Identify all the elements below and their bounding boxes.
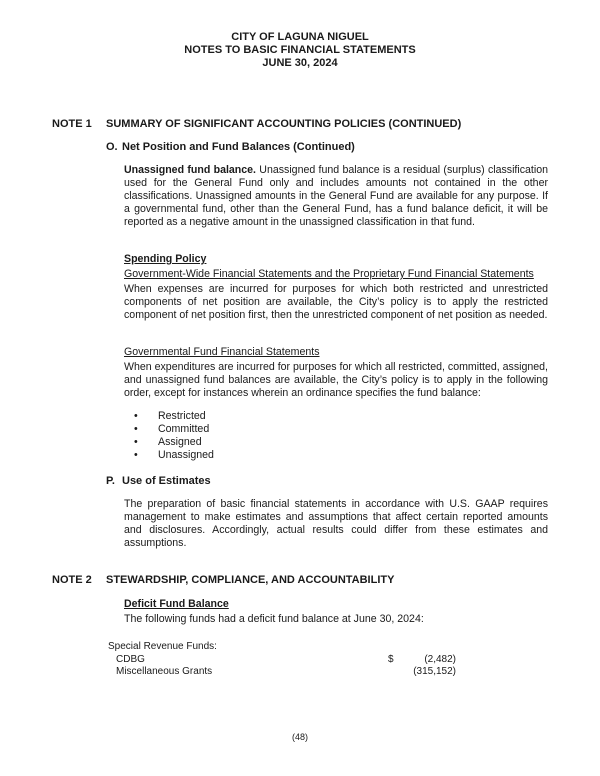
section-letter: O. — [106, 141, 118, 153]
note-number: NOTE 1 — [52, 118, 92, 130]
section-title: Use of Estimates — [122, 475, 211, 487]
section-title: Net Position and Fund Balances (Continued) — [122, 141, 355, 153]
fund-name: Miscellaneous Grants — [116, 666, 213, 677]
gov-fund-heading: Governmental Fund Financial Statements — [124, 346, 320, 358]
deficit-intro-text: The following funds had a deficit fund balance at June 30, 2024: — [124, 613, 424, 625]
fund-amount: (315,152) — [413, 666, 456, 677]
currency-symbol: $ — [388, 653, 394, 665]
table-row — [108, 666, 456, 679]
page-number: (48) — [291, 732, 308, 742]
deficit-funds-table — [108, 641, 456, 679]
fund-name: CDBG — [116, 653, 145, 665]
document-header — [0, 31, 600, 70]
section-o-heading — [106, 141, 355, 154]
fund-balance-order-list — [124, 410, 214, 462]
spending-policy-heading: Spending Policy — [124, 253, 207, 265]
table-group-label — [108, 641, 456, 654]
unassigned-text: Unassigned fund balance is a residual (surplus) classification used for the General Fund only and includes amounts not contained in the other classifications. Unassigned amounts in the General Fund are available for any purpose. If a governmental fund, other than the General Fund, has a fund balance deficit, it will be reported as a negative amount in the unassigned classification in that fund. — [124, 164, 548, 228]
list-item: • Restricted — [124, 410, 214, 423]
note-number: NOTE 2 — [52, 574, 92, 586]
document-title: NOTES TO BASIC FINANCIAL STATEMENTS — [184, 44, 416, 56]
table-row — [108, 654, 456, 667]
unassigned-fund-balance-paragraph — [124, 164, 548, 229]
deficit-fund-balance-heading: Deficit Fund Balance — [124, 598, 229, 610]
gov-fund-paragraph: When expenditures are incurred for purposes for which all restricted, committed, assigned, and unassigned fund balances are available, the City’s policy is to apply in the following order, except for instances wherein an ordinance specifies the fund balance: — [124, 361, 548, 399]
group-label: Special Revenue Funds: — [108, 641, 217, 652]
list-item: • Unassigned — [124, 449, 214, 462]
section-letter: P. — [106, 475, 115, 487]
section-p-heading — [106, 475, 211, 488]
use-of-estimates-paragraph: The preparation of basic financial statements in accordance with U.S. GAAP requires management to make estimates and assumptions that affect certain reported amounts and disclosures. Accordingly, actual results could differ from these estimates and assumptions. — [124, 498, 548, 549]
note-1-heading — [52, 118, 461, 131]
gov-wide-paragraph: When expenses are incurred for purposes for which both restricted and unrestricted components of net position are available, the City’s policy is to apply the restricted component of net position first, then the unrestricted component of net position as needed. — [124, 283, 548, 321]
note-title: SUMMARY OF SIGNIFICANT ACCOUNTING POLICIES (CONTINUED) — [106, 118, 462, 130]
list-item: • Assigned — [124, 436, 214, 449]
city-name: CITY OF LAGUNA NIGUEL — [231, 31, 369, 43]
note-2-heading — [52, 574, 394, 587]
unassigned-label: Unassigned fund balance. — [124, 164, 256, 176]
fund-amount: (2,482) — [424, 653, 456, 665]
note-title: STEWARDSHIP, COMPLIANCE, AND ACCOUNTABILITY — [106, 574, 395, 586]
gov-wide-heading: Government-Wide Financial Statements and the Proprietary Fund Financial Statements — [124, 268, 534, 280]
list-item: • Committed — [124, 423, 214, 436]
document-date: JUNE 30, 2024 — [262, 57, 338, 69]
